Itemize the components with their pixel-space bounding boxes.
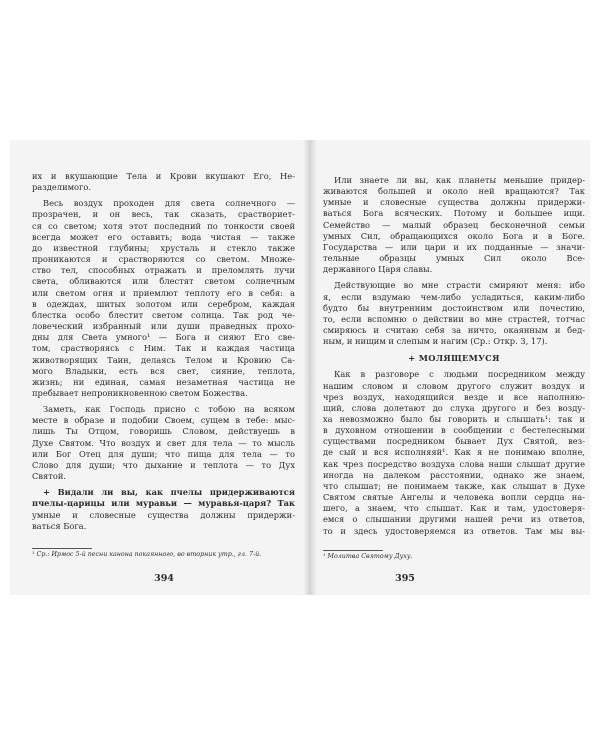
text-line: как чрез посредство воздуха слова наши слышат другие <box>323 458 585 469</box>
text-line: Заметь, как Господь присно с тобою на всяком <box>43 404 295 415</box>
text-line: Духе Святом. Что воздух и свет для тела — то мысль <box>32 437 295 448</box>
text-line: их и вкушающие Тела и Крови вкушают Его, Не- <box>32 171 295 181</box>
text-line: Семейство — малый образец бесконечной семьи <box>323 219 585 230</box>
text-line: ным, и нищим и слепым и нагим (Ср.: Откр. 3, 17). <box>323 336 548 347</box>
text-line: державного Царя славы. <box>323 264 433 275</box>
text-line: ха невозможно было бы говорить и слышать¹: так и <box>323 413 585 424</box>
text-line: + Видали ли вы, как пчелы придерживаются <box>43 487 295 498</box>
text-line: Или знаете ли вы, как планеты меньшие придер- <box>334 175 585 185</box>
text-line: Действующие во мне страсти смиряют меня: ибо <box>334 280 585 291</box>
right-page-text <box>323 175 585 537</box>
text-line: щий, слова долетают до слуха другого и без возду- <box>323 402 585 413</box>
text-line: то и здесь удостоверяемся из ответов. Там мы вы- <box>323 525 585 536</box>
text-line: или светом огня и приемлют теплоту его в себя: а <box>32 287 295 298</box>
text-line: Слово для души; что дыхание и теплота — то Дух <box>32 459 295 470</box>
text-line: пчелы-царицы или муравьи — муравья-царя? Так <box>32 498 295 509</box>
text-line: Весь воздух проходен для света солнечного — <box>43 198 295 209</box>
text-line: смиряюсь и считаю себя за ничто, окаянным и бед- <box>323 325 585 336</box>
text-line: лишь Ты Отцом, говоришь Словом, действуешь в <box>32 426 295 437</box>
text-line: емся о слышании другими нашей речи из ответов, <box>323 514 585 525</box>
text-line: Святой. <box>32 471 67 482</box>
text-line: ся со светом; хотя этот последний по тонкости своей <box>32 220 295 231</box>
right-page <box>323 140 585 595</box>
footnote-rule <box>32 548 92 549</box>
footnote: ¹ Молитва Святому Духу. <box>323 553 413 560</box>
book-spread <box>10 140 590 595</box>
text-line: существами посредником бывает Дух Святой, вез- <box>323 436 585 447</box>
section-heading: + МОЛЯЩЕМУСЯ <box>408 353 500 364</box>
text-line: ловеческий избранный или души праведных прохо- <box>32 321 295 332</box>
text-line: шего, а знаем, что слышат. Как и там, удостоверя- <box>323 503 585 514</box>
text-line: в одеждах, шитых золотом или серебром, каждая <box>32 298 295 309</box>
book-gutter <box>303 140 317 595</box>
text-line: Как в разговоре с людьми посредником между <box>334 369 585 380</box>
text-line: чрез воздух, находящийся везде и все наполняю- <box>323 391 585 402</box>
text-line: проникаются и срастворяются со светом. Множе- <box>32 254 295 265</box>
text-line: блестка особо блестит светом солнца. Так род че- <box>32 309 295 320</box>
left-page <box>32 140 295 595</box>
text-line: то, если вспомню о действии во мне страстей, тотчас <box>323 313 585 324</box>
text-line: мого Владыки, есть вся свет, сияние, теплота, <box>32 365 295 376</box>
text-line: жизнь; ни единая, самая незаметная частица не <box>32 376 295 387</box>
text-line: умных Сил, обращающихся около Бога и в Боге. <box>323 230 585 241</box>
text-line: будто бы внутренним достоинством или почестию, <box>323 302 585 313</box>
text-line: прозрачен, и он весь, так сказать, сраствориет- <box>32 209 295 220</box>
page-number: 394 <box>154 573 174 584</box>
text-line: нашим словом и словом другого служит воздух и <box>323 380 585 391</box>
text-line: в духовном отношении в сообщении с бестелесными <box>323 425 585 436</box>
text-line: умные и словесные существа должны придержи- <box>32 509 295 520</box>
text-line: всегда может его оставить; вода чистая — также <box>32 231 295 242</box>
text-line: том, срастворяясь с Ним. Так и каждая частица <box>32 343 295 354</box>
text-line: де сый и вся исполняяй¹. Как я не понимаю вполне, <box>323 447 585 458</box>
text-line: животворящих Таин, делаясь Телом и Кровию Са- <box>32 354 295 365</box>
text-line: или Бог Отец для души; что пища для тела — то <box>32 448 295 459</box>
text-line: ваться Бога всяческих. Потому и большее ищи. <box>323 208 585 219</box>
text-line: иногда на далеком расстоянии, однако же знаем, <box>323 469 585 480</box>
left-page-text <box>32 171 295 532</box>
footnote: ¹ Ср.: Ирмос 5-й песни канона покаянного, во вторник утр., гл. 7-й. <box>32 551 262 558</box>
text-line: света, обливаются или блестят светом солнечным <box>32 276 295 287</box>
page-number: 395 <box>395 573 415 584</box>
text-line: тельные образцы умных Сил около Все- <box>323 253 585 264</box>
text-line: ство тел, способных отражать и преломлять лучи <box>32 265 295 276</box>
text-line: ваться Бога. <box>32 520 87 531</box>
text-line: что слышат; не понимаем также, как слышат в Духе <box>323 480 585 491</box>
text-line: Государства — или цари и их подданные — значи- <box>323 241 585 252</box>
footnote-rule <box>323 550 383 551</box>
text-line: живаются большей и около ней вращаются? Так <box>323 186 585 197</box>
text-line: месте в образе и подобии Своем, сущем в тебе: мыс- <box>32 415 295 426</box>
text-line: разделимого. <box>32 182 92 193</box>
text-line: до известной глубины; хрусталь и стекло также <box>32 242 295 253</box>
text-line: я, если вздумаю чем-либо усладиться, каким-либо <box>323 291 585 302</box>
text-line: Святом святые Ангелы и человека вопли сердца на- <box>323 492 585 503</box>
text-line: пребывает непроникновенною светом Божества. <box>32 387 248 398</box>
text-line: дны для Света умного¹ — Бога и сияют Его све- <box>32 332 295 343</box>
text-line: умные и словесные существа должны придержи- <box>323 197 585 208</box>
